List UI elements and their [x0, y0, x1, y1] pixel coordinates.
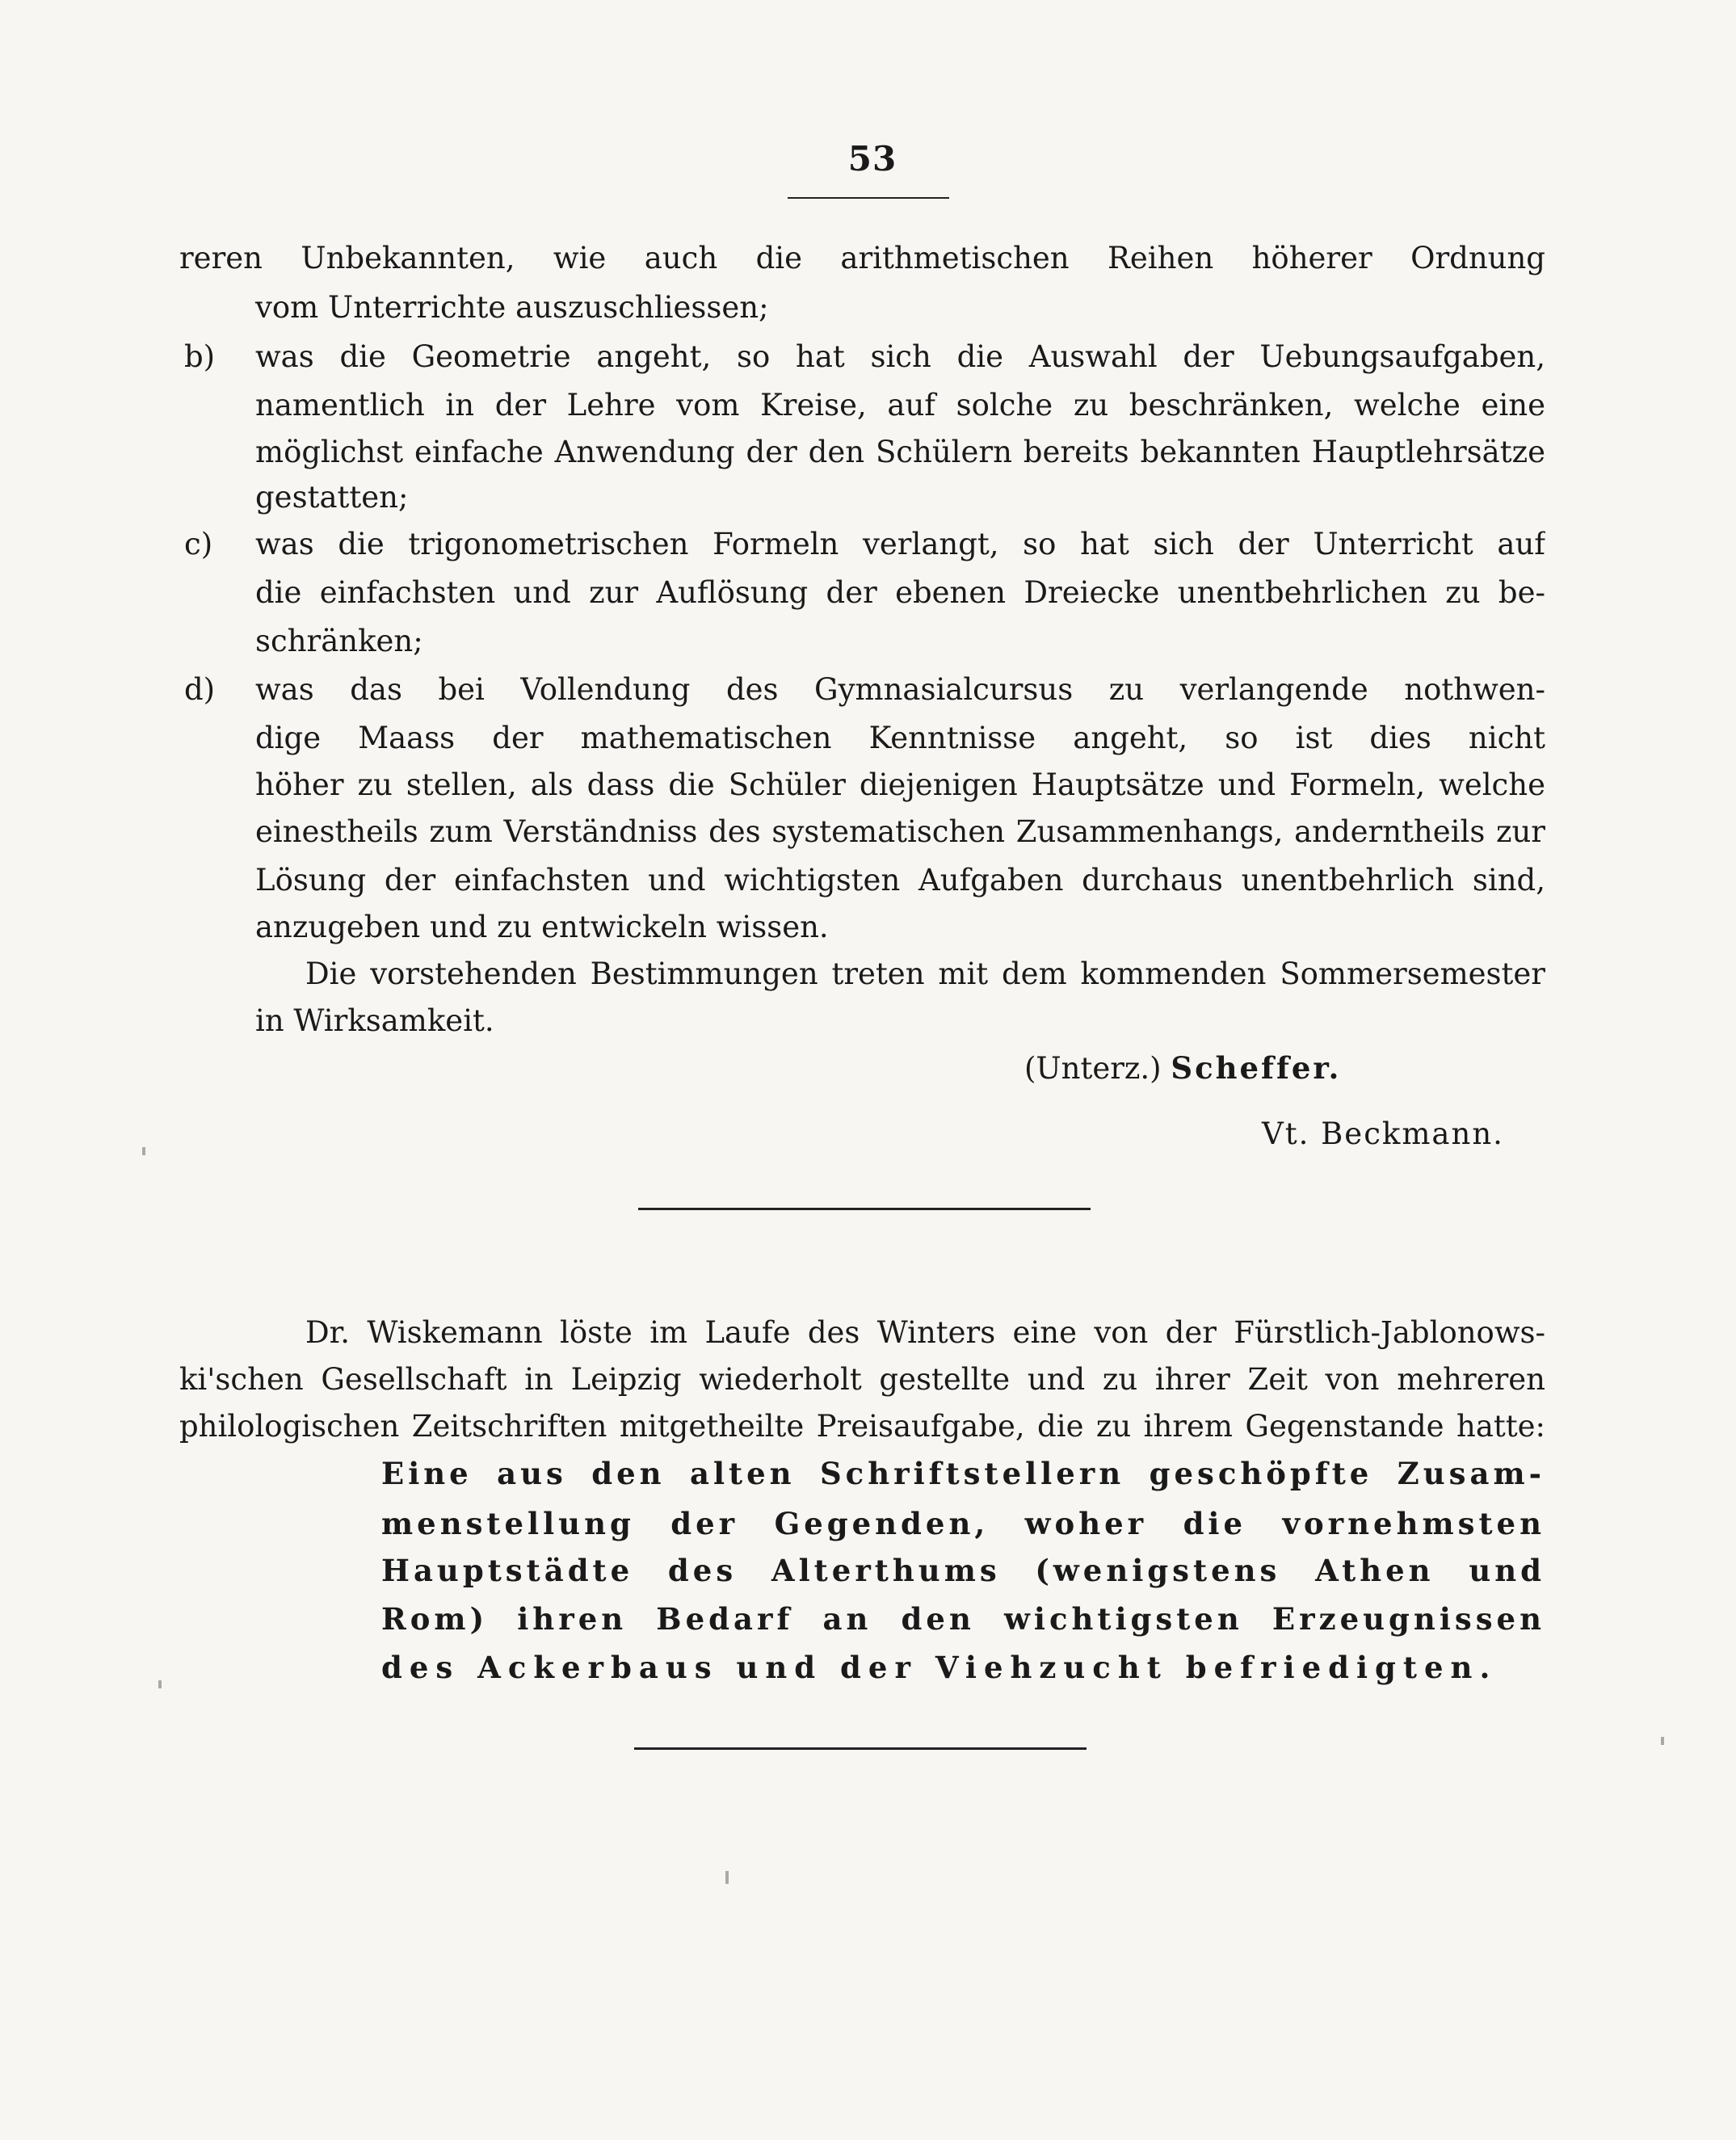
page-number: 53 [847, 139, 897, 179]
text-line-10: was das bei Vollendung des Gymnasialcursus zu verlangende nothwen- [255, 672, 1545, 707]
text-line-13: einestheils zum Verständniss des systematischen Zusammenhangs, anderntheils zur [255, 814, 1545, 849]
item-label-b: b) [184, 339, 216, 374]
text-line-2: vom Unterrichte auszuschliessen; [255, 290, 769, 325]
text-line-15: anzugeben und zu entwickeln wissen. [255, 910, 829, 944]
prize-question-line-1: Eine aus den alten Schriftstellern geschöpfte Zusam- [381, 1456, 1545, 1491]
report-line-1: Dr. Wiskemann löste im Laufe des Winters eine von der Fürstlich-Jablonows- [305, 1315, 1545, 1350]
footer-rule [634, 1747, 1087, 1750]
item-label-d: d) [184, 672, 216, 707]
text-line-16: Die vorstehenden Bestimmungen treten mit dem kommenden Sommersemester [305, 956, 1545, 991]
text-line-12: höher zu stellen, als dass die Schüler diejenigen Hauptsätze und Formeln, welche [255, 767, 1545, 802]
text-line-4: namentlich in der Lehre vom Kreise, auf solche zu beschränken, welche eine [255, 388, 1545, 423]
signature-name: Scheffer. [1171, 1050, 1342, 1086]
text-line-17: in Wirksamkeit. [255, 1003, 494, 1038]
text-line-11: dige Maass der mathematischen Kenntnisse angeht, so ist dies nicht [255, 721, 1545, 755]
countersignature: Vt. Beckmann. [1262, 1116, 1504, 1151]
paper-speck [725, 1871, 729, 1884]
prize-question-line-3: Hauptstädte des Alterthums (wenigstens Athen und [381, 1553, 1545, 1588]
section-rule [638, 1208, 1091, 1210]
prize-question-line-2: menstellung der Gegenden, woher die vornehmsten [381, 1506, 1545, 1541]
report-line-3: philologischen Zeitschriften mitgetheilte Preisaufgabe, die zu ihrem Gegenstande hatte: [179, 1409, 1545, 1444]
text-line-6: gestatten; [255, 480, 409, 515]
prize-question-line-5: des Ackerbaus und der Viehzucht befriedigten. [381, 1650, 1498, 1685]
text-line-9: schränken; [255, 624, 423, 658]
paper-speck [1661, 1737, 1664, 1745]
paper-speck [142, 1147, 145, 1155]
text-line-7: was die trigonometrischen Formeln verlangt, so hat sich der Unterricht auf [255, 527, 1545, 561]
prize-question-line-4: Rom) ihren Bedarf an den wichtigsten Erzeugnissen [381, 1601, 1545, 1637]
paper-speck [158, 1680, 162, 1688]
text-line-14: Lösung der einfachsten und wichtigsten Aufgaben durchaus unentbehrlich sind, [255, 863, 1545, 898]
text-line-1: reren Unbekannten, wie auch die arithmetischen Reihen höherer Ordnung [179, 241, 1545, 275]
signature-prefix: (Unterz.) [1024, 1051, 1162, 1086]
text-line-8: die einfachsten und zur Auflösung der ebenen Dreiecke unentbehrlichen zu be- [255, 575, 1545, 610]
signature-line [1024, 1049, 1341, 1088]
text-line-3: was die Geometrie angeht, so hat sich die Auswahl der Uebungsaufgaben, [255, 339, 1545, 374]
report-line-2: ki'schen Gesellschaft in Leipzig wiederholt gestellte und zu ihrer Zeit von mehreren [179, 1362, 1545, 1397]
item-label-c: c) [184, 527, 213, 561]
text-line-5: möglichst einfache Anwendung der den Schülern bereits bekannten Hauptlehrsätze [255, 435, 1545, 469]
header-rule [788, 197, 949, 199]
